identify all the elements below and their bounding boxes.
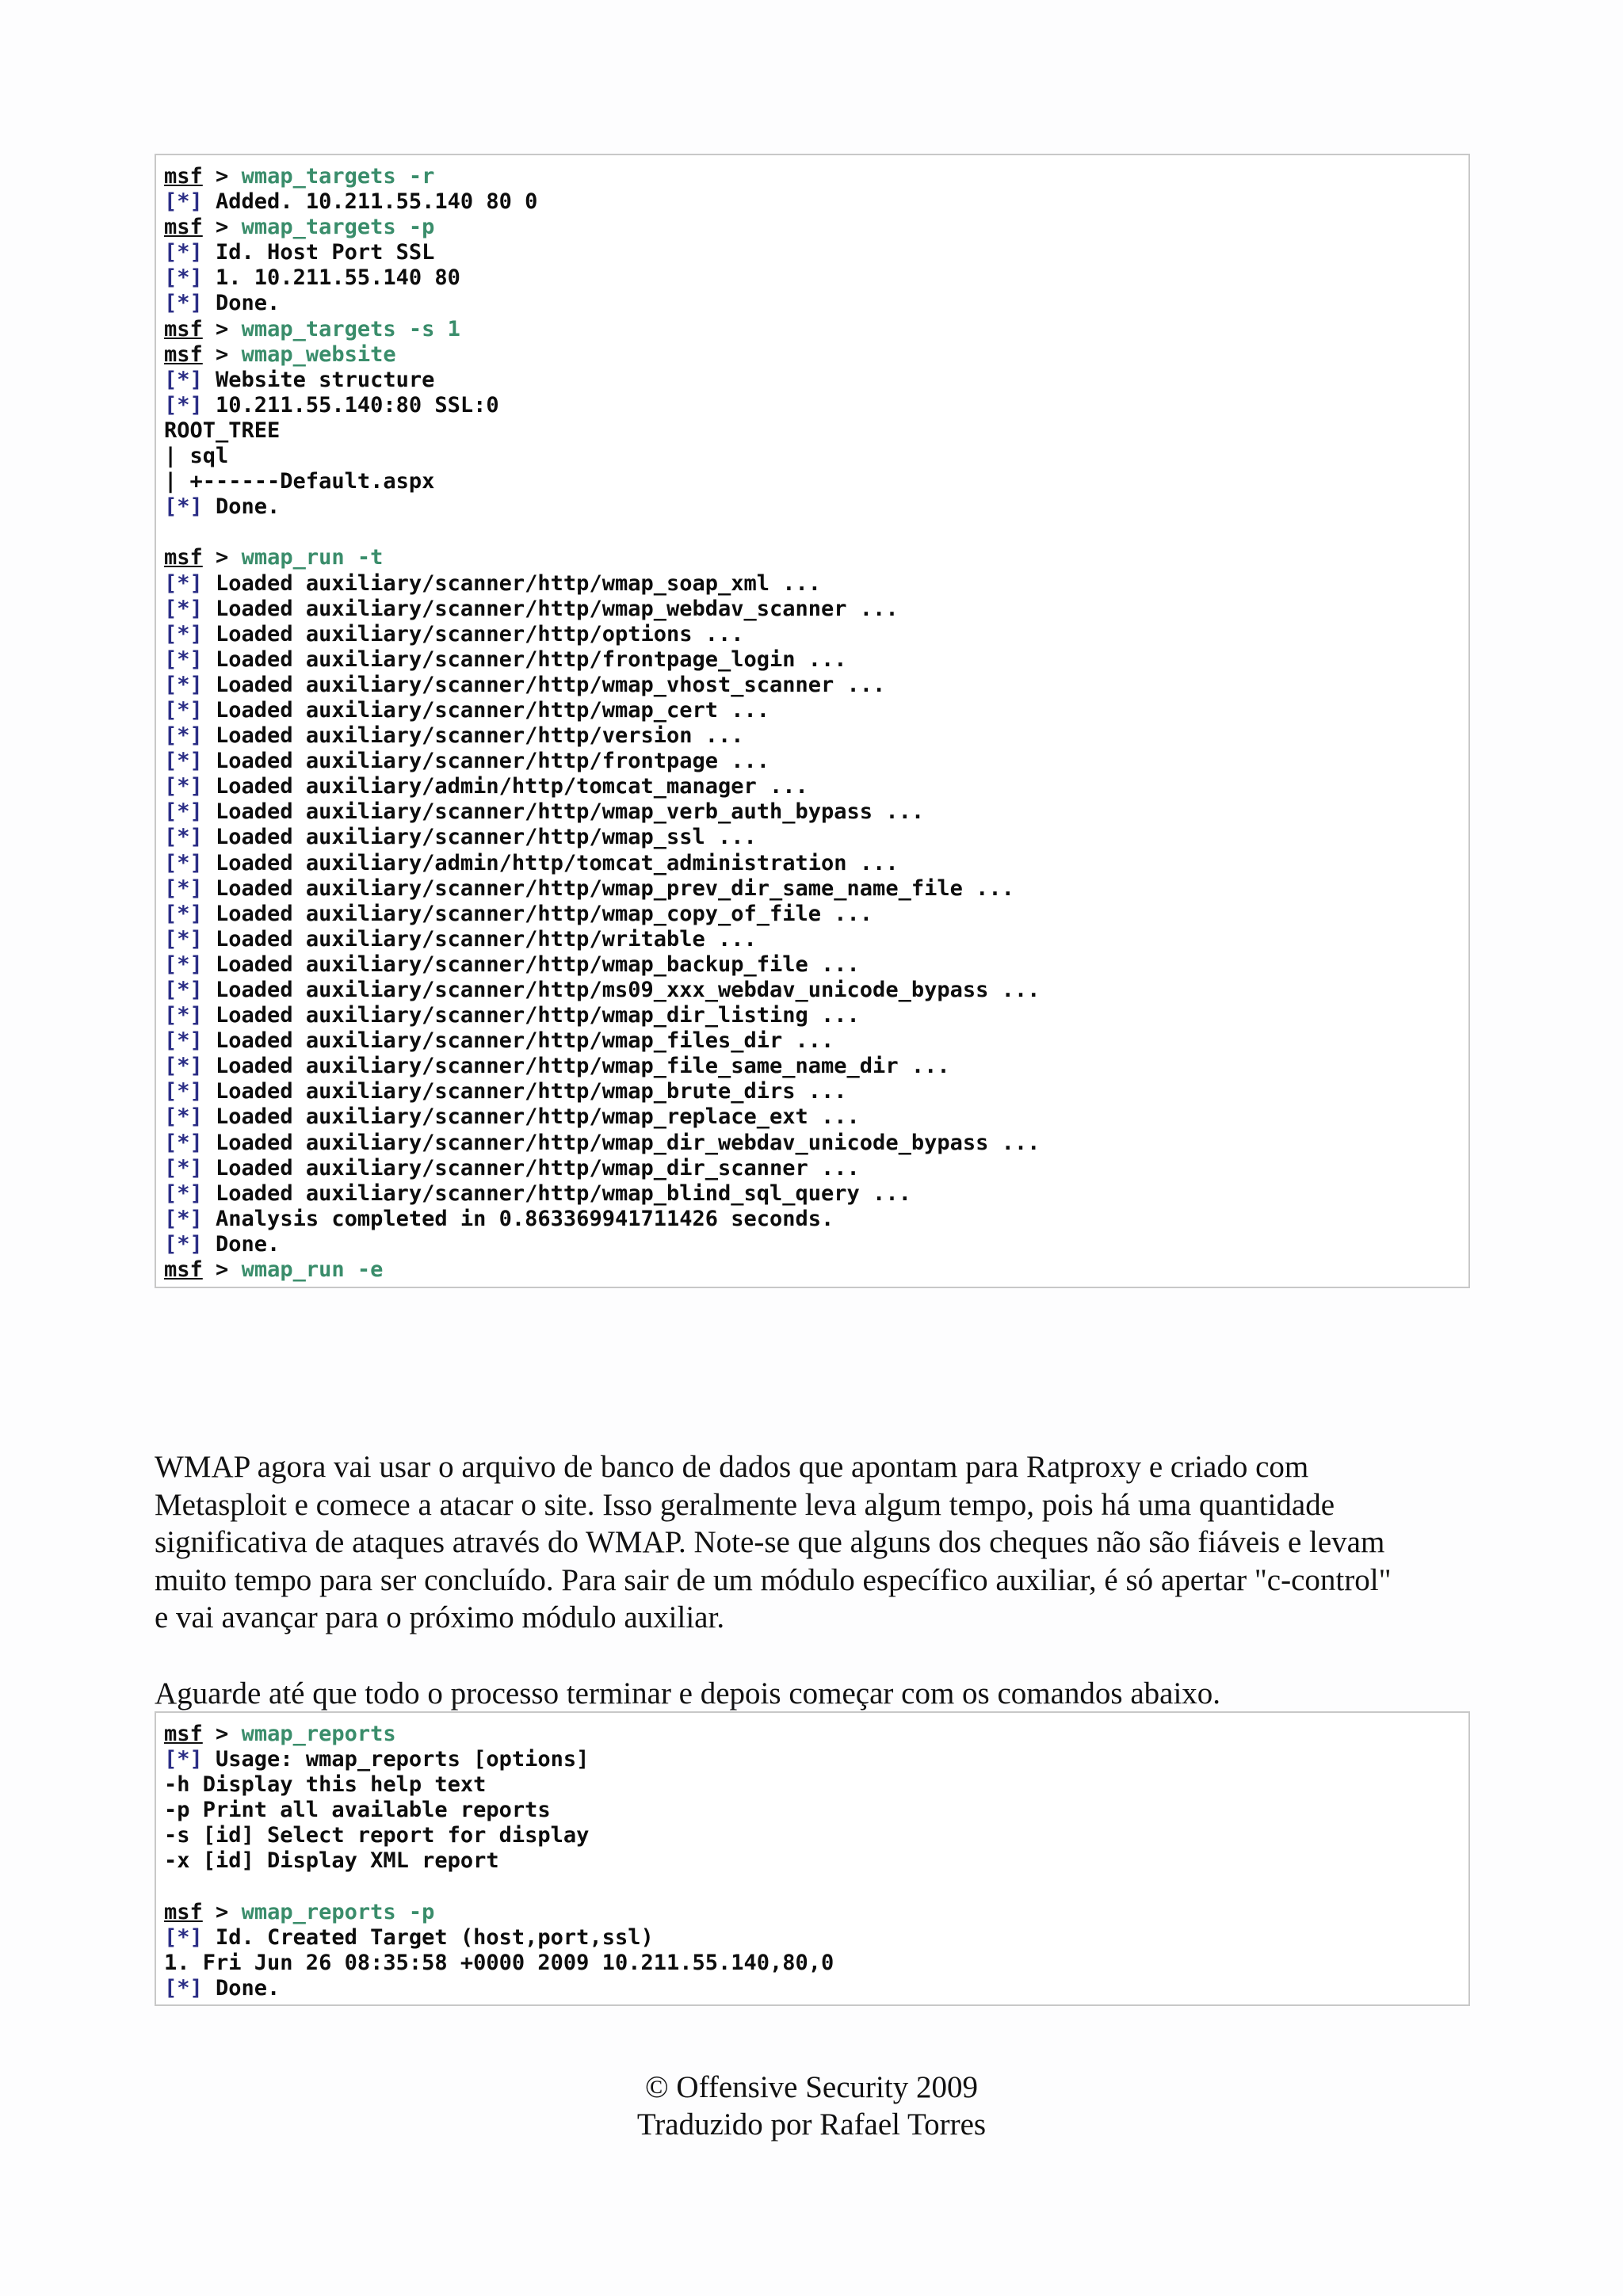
output-text: Loaded auxiliary/scanner/http/frontpage_login ... xyxy=(202,646,847,672)
output-line xyxy=(164,291,1461,316)
status-marker: [*] xyxy=(164,952,203,977)
output-line xyxy=(164,622,1461,647)
prompt-separator: > xyxy=(202,1257,242,1283)
output-text: Loaded auxiliary/scanner/http/wmap_copy_of_file ... xyxy=(202,901,873,926)
output-text: Done. xyxy=(202,291,281,316)
output-line xyxy=(164,1925,1461,1951)
output-text: Done. xyxy=(202,1231,281,1257)
command-text: wmap_targets -s 1 xyxy=(241,316,460,341)
output-line xyxy=(164,876,1461,902)
plain-line xyxy=(164,444,1461,469)
status-marker: [*] xyxy=(164,875,203,901)
output-text: Loaded auxiliary/scanner/http/wmap_replace_ext ... xyxy=(202,1104,860,1130)
output-text: Loaded auxiliary/admin/http/tomcat_manager ... xyxy=(202,774,808,799)
output-line xyxy=(164,927,1461,952)
plain-line xyxy=(164,1848,1461,1874)
command-line xyxy=(164,1722,1461,1747)
output-text: Loaded auxiliary/scanner/http/wmap_dir_webdav_unicode_bypass ... xyxy=(202,1130,1041,1155)
output-text: Loaded auxiliary/scanner/http/wmap_file_same_name_dir ... xyxy=(202,1054,950,1079)
output-line xyxy=(164,1976,1461,2001)
plain-line xyxy=(164,1823,1461,1848)
command-text: wmap_reports xyxy=(241,1722,396,1746)
output-line xyxy=(164,1747,1461,1772)
status-marker: [*] xyxy=(164,672,203,697)
command-line xyxy=(164,342,1461,368)
msf-prompt: msf xyxy=(164,316,203,341)
output-text: Usage: wmap_reports [options] xyxy=(202,1747,590,1772)
paragraph-2-text: Aguarde até que todo o processo terminar e depois começar com os comandos abaixo. xyxy=(155,1676,1221,1711)
output-text: 1. 10.211.55.140 80 xyxy=(202,265,460,291)
output-line xyxy=(164,1207,1461,1232)
code-block-2 xyxy=(155,1711,1470,2006)
output-line xyxy=(164,902,1461,927)
prompt-separator: > xyxy=(202,164,242,189)
status-marker: [*] xyxy=(164,749,203,774)
status-marker: [*] xyxy=(164,189,203,215)
output-text: Loaded auxiliary/scanner/http/wmap_dir_scanner ... xyxy=(202,1155,860,1180)
output-line xyxy=(164,978,1461,1003)
status-marker: [*] xyxy=(164,1130,203,1155)
output-line xyxy=(164,494,1461,520)
status-marker: [*] xyxy=(164,1003,203,1028)
output-text: Analysis completed in 0.863369941711426 seconds. xyxy=(202,1206,834,1231)
output-text: Id. Host Port SSL xyxy=(202,240,435,265)
plain-line xyxy=(164,1772,1461,1798)
output-text: Loaded auxiliary/scanner/http/wmap_brute_dirs ... xyxy=(202,1079,847,1104)
output-text: Done. xyxy=(202,494,281,520)
msf-prompt: msf xyxy=(164,1722,203,1746)
output-line xyxy=(164,1003,1461,1028)
output-line xyxy=(164,825,1461,850)
status-marker: [*] xyxy=(164,621,203,646)
output-text: Loaded auxiliary/scanner/http/wmap_soap_xml ... xyxy=(202,570,822,596)
footer-copyright: © Offensive Security 2009 xyxy=(645,2070,978,2104)
prompt-separator: > xyxy=(202,545,242,570)
plain-text: | sql xyxy=(164,444,229,469)
status-marker: [*] xyxy=(164,697,203,723)
output-line xyxy=(164,647,1461,673)
status-marker: [*] xyxy=(164,392,203,418)
paragraph-1-line: significativa de ataques através do WMAP. Note-se que alguns dos cheques não são fiáveis e levam xyxy=(155,1525,1385,1559)
output-text: Loaded auxiliary/scanner/http/version ... xyxy=(202,723,744,749)
status-marker: [*] xyxy=(164,1231,203,1257)
output-line xyxy=(164,571,1461,597)
output-line xyxy=(164,1156,1461,1181)
status-marker: [*] xyxy=(164,1975,203,2000)
status-marker: [*] xyxy=(164,1104,203,1130)
output-text: Loaded auxiliary/admin/http/tomcat_administration ... xyxy=(202,850,899,875)
status-marker: [*] xyxy=(164,825,203,850)
output-text: Id. Created Target (host,port,ssl) xyxy=(202,1924,654,1950)
prompt-separator: > xyxy=(202,215,242,240)
status-marker: [*] xyxy=(164,850,203,875)
status-marker: [*] xyxy=(164,1180,203,1206)
output-line xyxy=(164,1232,1461,1257)
status-marker: [*] xyxy=(164,799,203,825)
paragraph-1-line: Metasploit e comece a atacar o site. Isso geralmente leva algum tempo, pois há uma quantidade xyxy=(155,1487,1335,1522)
status-marker: [*] xyxy=(164,978,203,1002)
paragraph-1-line: e vai avançar para o próximo módulo auxiliar. xyxy=(155,1600,725,1634)
prompt-separator: > xyxy=(202,1899,242,1924)
output-text: Loaded auxiliary/scanner/http/wmap_vhost_scanner ... xyxy=(202,672,886,697)
plain-text: ROOT_TREE xyxy=(164,418,281,443)
output-text: Added. 10.211.55.140 80 0 xyxy=(202,189,538,215)
output-text: Loaded auxiliary/scanner/http/wmap_prev_dir_same_name_file ... xyxy=(202,875,1014,901)
plain-text: -s [id] Select report for display xyxy=(164,1823,590,1848)
prompt-separator: > xyxy=(202,341,242,367)
output-text: Loaded auxiliary/scanner/http/frontpage ... xyxy=(202,749,770,774)
footer-translator: Traduzido por Rafael Torres xyxy=(636,2107,987,2142)
output-line xyxy=(164,723,1461,749)
output-text: 10.211.55.140:80 SSL:0 xyxy=(202,392,499,418)
command-text: wmap_targets -p xyxy=(241,215,435,240)
status-marker: [*] xyxy=(164,1747,203,1772)
output-line xyxy=(164,1181,1461,1207)
output-text: Loaded auxiliary/scanner/http/ms09_xxx_webdav_unicode_bypass ... xyxy=(202,978,1041,1002)
output-text: Loaded auxiliary/scanner/http/wmap_dir_listing ... xyxy=(202,1003,860,1028)
prompt-separator: > xyxy=(202,316,242,341)
command-line xyxy=(164,545,1461,570)
output-text: Done. xyxy=(202,1975,281,2000)
msf-prompt: msf xyxy=(164,215,203,240)
output-text: Loaded auxiliary/scanner/http/wmap_backup_file ... xyxy=(202,952,860,977)
paragraph-2 xyxy=(155,1675,1486,1713)
status-marker: [*] xyxy=(164,1155,203,1180)
status-marker: [*] xyxy=(164,646,203,672)
output-text: Loaded auxiliary/scanner/http/options ... xyxy=(202,621,744,646)
status-marker: [*] xyxy=(164,774,203,799)
output-line xyxy=(164,774,1461,799)
output-line xyxy=(164,851,1461,876)
status-marker: [*] xyxy=(164,926,203,952)
status-marker: [*] xyxy=(164,1206,203,1231)
status-marker: [*] xyxy=(164,494,203,520)
command-text: wmap_reports -p xyxy=(241,1899,435,1924)
output-line xyxy=(164,265,1461,291)
plain-line xyxy=(164,1951,1461,1976)
output-text: Loaded auxiliary/scanner/http/wmap_ssl ... xyxy=(202,825,757,850)
output-text: Loaded auxiliary/scanner/http/wmap_verb_auth_bypass ... xyxy=(202,799,925,825)
plain-text: -p Print all available reports xyxy=(164,1798,551,1823)
status-marker: [*] xyxy=(164,570,203,596)
output-line xyxy=(164,189,1461,215)
paragraph-1 xyxy=(155,1448,1486,1637)
output-line xyxy=(164,597,1461,622)
status-marker: [*] xyxy=(164,367,203,392)
command-line xyxy=(164,215,1461,240)
output-line xyxy=(164,368,1461,393)
msf-prompt: msf xyxy=(164,1899,203,1924)
output-text: Loaded auxiliary/scanner/http/writable ... xyxy=(202,926,757,952)
msf-prompt: msf xyxy=(164,341,203,367)
plain-text: 1. Fri Jun 26 08:35:58 +0000 2009 10.211.55.140,80,0 xyxy=(164,1950,834,1975)
command-line xyxy=(164,164,1461,189)
command-line xyxy=(164,1257,1461,1283)
plain-line xyxy=(164,469,1461,494)
command-text: wmap_run -t xyxy=(241,545,384,570)
status-marker: [*] xyxy=(164,901,203,926)
plain-line xyxy=(164,1875,1461,1900)
output-line xyxy=(164,240,1461,265)
msf-prompt: msf xyxy=(164,545,203,570)
code-block-1 xyxy=(155,154,1470,1288)
output-text: Website structure xyxy=(202,367,435,392)
output-line xyxy=(164,1028,1461,1054)
paragraph-1-line: muito tempo para ser concluído. Para sair de um módulo específico auxiliar, é só apertar "c-control" xyxy=(155,1562,1392,1597)
output-text: Loaded auxiliary/scanner/http/wmap_blind_sql_query ... xyxy=(202,1180,911,1206)
msf-prompt: msf xyxy=(164,1257,203,1283)
status-marker: [*] xyxy=(164,596,203,621)
command-text: wmap_targets -r xyxy=(241,164,435,189)
status-marker: [*] xyxy=(164,291,203,316)
output-line xyxy=(164,1054,1461,1079)
status-marker: [*] xyxy=(164,1054,203,1079)
status-marker: [*] xyxy=(164,723,203,749)
status-marker: [*] xyxy=(164,265,203,291)
status-marker: [*] xyxy=(164,1079,203,1104)
output-text: Loaded auxiliary/scanner/http/wmap_cert ... xyxy=(202,697,770,723)
command-text: wmap_website xyxy=(241,341,396,367)
prompt-separator: > xyxy=(202,1722,242,1746)
plain-text: -h Display this help text xyxy=(164,1772,487,1798)
output-text: Loaded auxiliary/scanner/http/wmap_files_dir ... xyxy=(202,1028,834,1054)
output-line xyxy=(164,952,1461,978)
output-line xyxy=(164,749,1461,774)
status-marker: [*] xyxy=(164,240,203,265)
output-line xyxy=(164,393,1461,418)
command-line xyxy=(164,1900,1461,1925)
output-line xyxy=(164,1104,1461,1130)
plain-line xyxy=(164,1798,1461,1823)
msf-prompt: msf xyxy=(164,164,203,189)
command-text: wmap_run -e xyxy=(241,1257,384,1283)
plain-line xyxy=(164,418,1461,444)
output-line xyxy=(164,1079,1461,1104)
paragraph-1-line: WMAP agora vai usar o arquivo de banco de dados que apontam para Ratproxy e criado com xyxy=(155,1450,1309,1484)
plain-text: | +------Default.aspx xyxy=(164,469,435,494)
output-line xyxy=(164,799,1461,825)
output-line xyxy=(164,673,1461,698)
plain-text: -x [id] Display XML report xyxy=(164,1848,499,1874)
plain-line xyxy=(164,520,1461,545)
status-marker: [*] xyxy=(164,1924,203,1950)
status-marker: [*] xyxy=(164,1028,203,1054)
output-text: Loaded auxiliary/scanner/http/wmap_webdav_scanner ... xyxy=(202,596,899,621)
output-line xyxy=(164,1131,1461,1156)
output-line xyxy=(164,698,1461,723)
command-line xyxy=(164,317,1461,342)
